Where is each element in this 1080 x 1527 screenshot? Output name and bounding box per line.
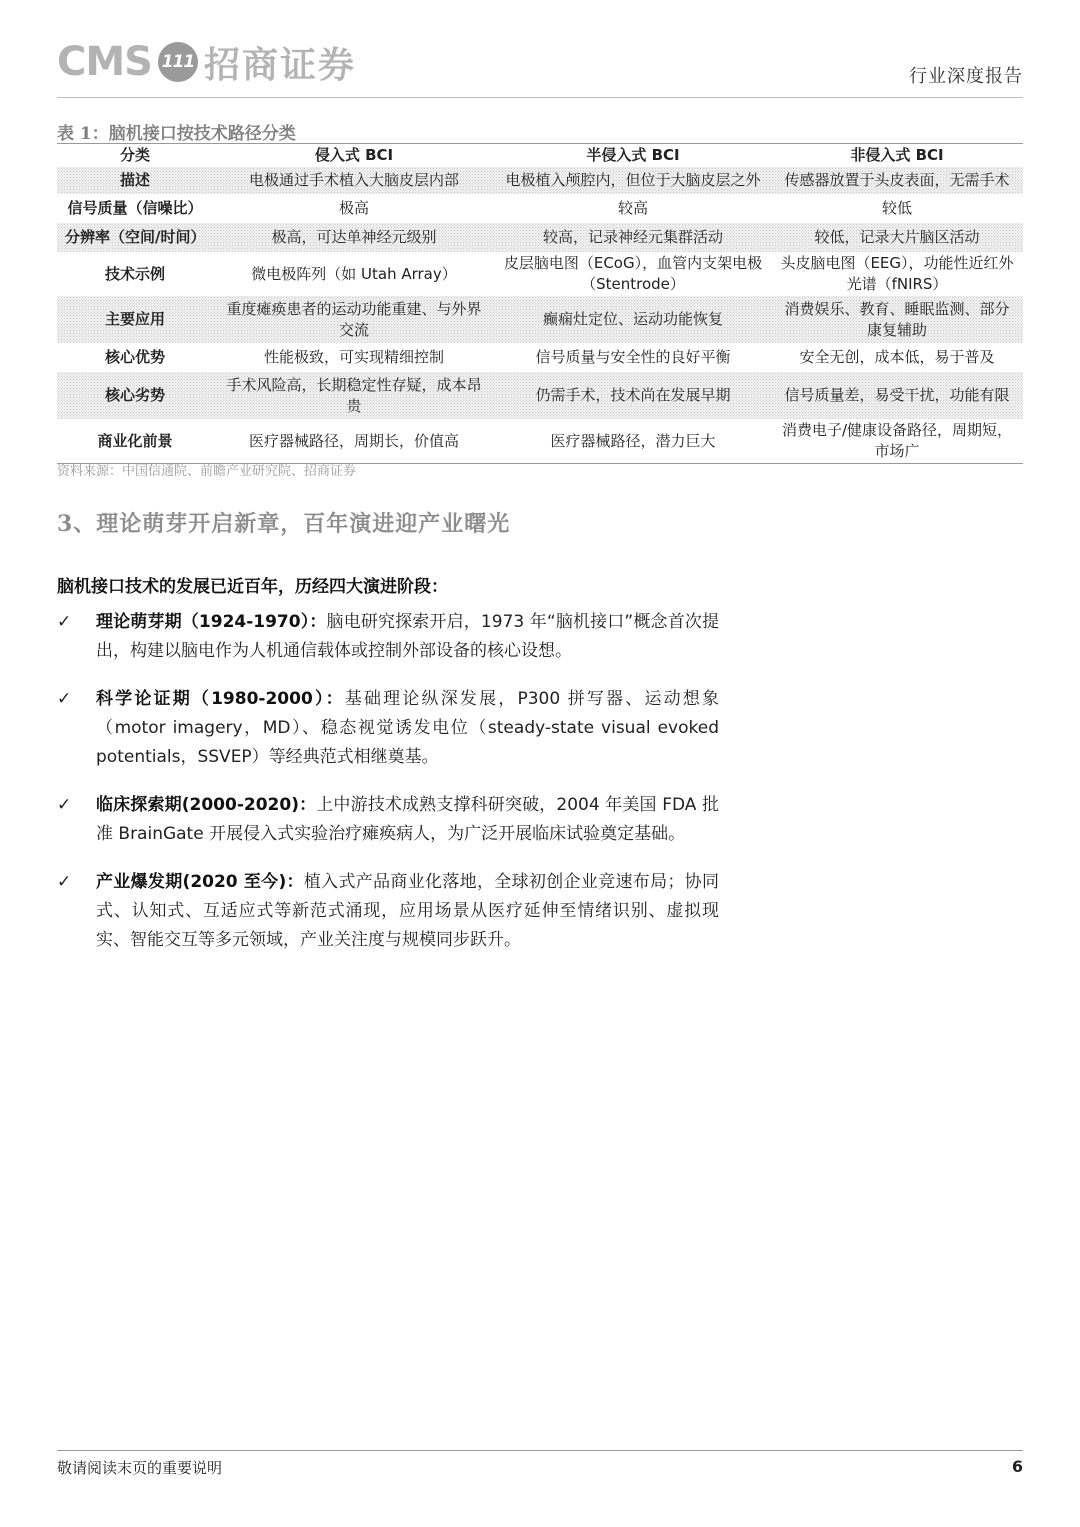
table-cell: 极高，可达单神经元级别 xyxy=(213,223,495,252)
list-item xyxy=(57,608,719,666)
table-row xyxy=(57,372,1023,419)
page-footer xyxy=(57,1450,1023,1490)
table-row xyxy=(57,167,1023,194)
table-cell: 皮层脑电图（ECoG），血管内支架电极（Stentrode） xyxy=(503,254,763,293)
table-cell: 医疗器械路径，周期长，价值高 xyxy=(248,431,459,450)
page-header xyxy=(57,36,1023,98)
company-logo xyxy=(57,40,356,84)
column-header: 侵入式 BCI xyxy=(314,146,394,164)
table-cell: 较低 xyxy=(881,199,912,217)
stage-label: 临床探索期(2000-2020)： xyxy=(96,795,317,815)
checkmark-icon: ✓ xyxy=(57,872,72,892)
row-header: 主要应用 xyxy=(57,296,213,343)
table-row xyxy=(57,252,1023,296)
table-cell: 电极植入颅腔内，但位于大脑皮层之外 xyxy=(495,167,771,194)
logo-mark-icon: 111 xyxy=(158,42,198,82)
table-row xyxy=(57,419,1023,463)
checkmark-icon: ✓ xyxy=(57,795,72,815)
stage-label: 产业爆发期(2020 至今)： xyxy=(96,872,304,892)
stage-text: 脑电研究探索开启，1973 年“脑机接口”概念首次提出，构建以脑电作为人机通信载体或控制外部设备的核心设想。 xyxy=(96,612,719,661)
table-cell: 极高 xyxy=(338,199,369,217)
table-cell: 传感器放置于头皮表面，无需手术 xyxy=(771,167,1023,194)
table-row xyxy=(57,343,1023,372)
row-header: 分辨率（空间/时间） xyxy=(57,223,213,252)
lead-paragraph: 脑机接口技术的发展已近百年，历经四大演进阶段： xyxy=(57,577,448,597)
list-item xyxy=(57,685,719,772)
table-source-note: 资料来源：中国信通院、前瞻产业研究院、招商证券 xyxy=(57,464,357,479)
report-type: 行业深度报告 xyxy=(909,66,1023,87)
table-caption: 表 1：脑机接口按技术路径分类 xyxy=(57,124,296,144)
row-header: 核心优势 xyxy=(104,348,165,366)
disclaimer-note: 敬请阅读末页的重要说明 xyxy=(57,1459,223,1477)
table-row xyxy=(57,194,1023,223)
row-header: 商业化前景 xyxy=(97,431,173,450)
logo-latin: CMS xyxy=(57,39,152,85)
stage-text: 基础理论纵深发展，P300 拼写器、运动想象（motor imagery，MD）、稳态视觉诱发电位（steady-state visual evoked potentials，SSVEP）等经典范式相继奠基。 xyxy=(96,689,719,767)
logo-chinese: 招商证券 xyxy=(203,43,356,86)
classification-table xyxy=(57,143,1023,464)
column-header: 非侵入式 BCI xyxy=(850,146,944,164)
list-item xyxy=(57,868,719,955)
row-header: 描述 xyxy=(57,167,213,194)
table-cell: 仍需手术，技术尚在发展早期 xyxy=(495,372,771,419)
table-cell: 信号质量与安全性的良好平衡 xyxy=(535,348,731,366)
table-cell: 消费电子/健康设备路径，周期短，市场广 xyxy=(781,421,1013,460)
table-cell: 安全无创，成本低，易于普及 xyxy=(799,348,995,366)
stage-text: 上中游技术成熟支撑科研突破，2004 年美国 FDA 批准 BrainGate 开展侵入式实验治疗瘫痪病人，为广泛开展临床试验奠定基础。 xyxy=(96,795,719,844)
stage-label: 科学论证期（1980-2000）： xyxy=(96,689,345,709)
row-header: 信号质量（信噪比） xyxy=(67,199,203,217)
table-cell: 手术风险高，长期稳定性存疑，成本昂贵 xyxy=(213,372,495,419)
column-header: 分类 xyxy=(119,146,150,164)
column-header: 半侵入式 BCI xyxy=(586,146,680,164)
table-cell: 较低，记录大片脑区活动 xyxy=(771,223,1023,252)
row-header: 技术示例 xyxy=(104,264,165,283)
section-heading: 3、理论萌芽开启新章，百年演进迎产业曙光 xyxy=(57,511,511,537)
row-header: 核心劣势 xyxy=(57,372,213,419)
table-cell: 性能极致，可实现精细控制 xyxy=(263,348,444,366)
table-row xyxy=(57,223,1023,252)
stage-list xyxy=(57,608,719,974)
checkmark-icon: ✓ xyxy=(57,612,72,632)
table-cell: 微电极阵列（如 Utah Array） xyxy=(251,264,457,283)
table-header-row xyxy=(57,144,1023,167)
table-row xyxy=(57,296,1023,343)
table-cell: 头皮脑电图（EEG），功能性近红外光谱（fNIRS） xyxy=(780,254,1014,293)
table-cell: 医疗器械路径，潜力巨大 xyxy=(550,431,716,450)
stage-text: 植入式产品商业化落地，全球初创企业竞速布局；协同式、认知式、互适应式等新范式涌现，应用场景从医疗延伸至情绪识别、虚拟现实、智能交互等多元领域，产业关注度与规模同步跃升。 xyxy=(96,872,719,950)
table-cell: 重度瘫痪患者的运动功能重建、与外界交流 xyxy=(213,296,495,343)
table-cell: 信号质量差，易受干扰，功能有限 xyxy=(771,372,1023,419)
table-cell: 消费娱乐、教育、睡眠监测、部分康复辅助 xyxy=(771,296,1023,343)
table-cell: 癫痫灶定位、运动功能恢复 xyxy=(495,296,771,343)
page-number: 6 xyxy=(1011,1457,1023,1476)
stage-label: 理论萌芽期（1924-1970）： xyxy=(96,612,327,632)
table-cell: 电极通过手术植入大脑皮层内部 xyxy=(213,167,495,194)
checkmark-icon: ✓ xyxy=(57,689,72,709)
list-item xyxy=(57,791,719,849)
table-cell: 较高 xyxy=(617,199,648,217)
table-cell: 较高，记录神经元集群活动 xyxy=(495,223,771,252)
